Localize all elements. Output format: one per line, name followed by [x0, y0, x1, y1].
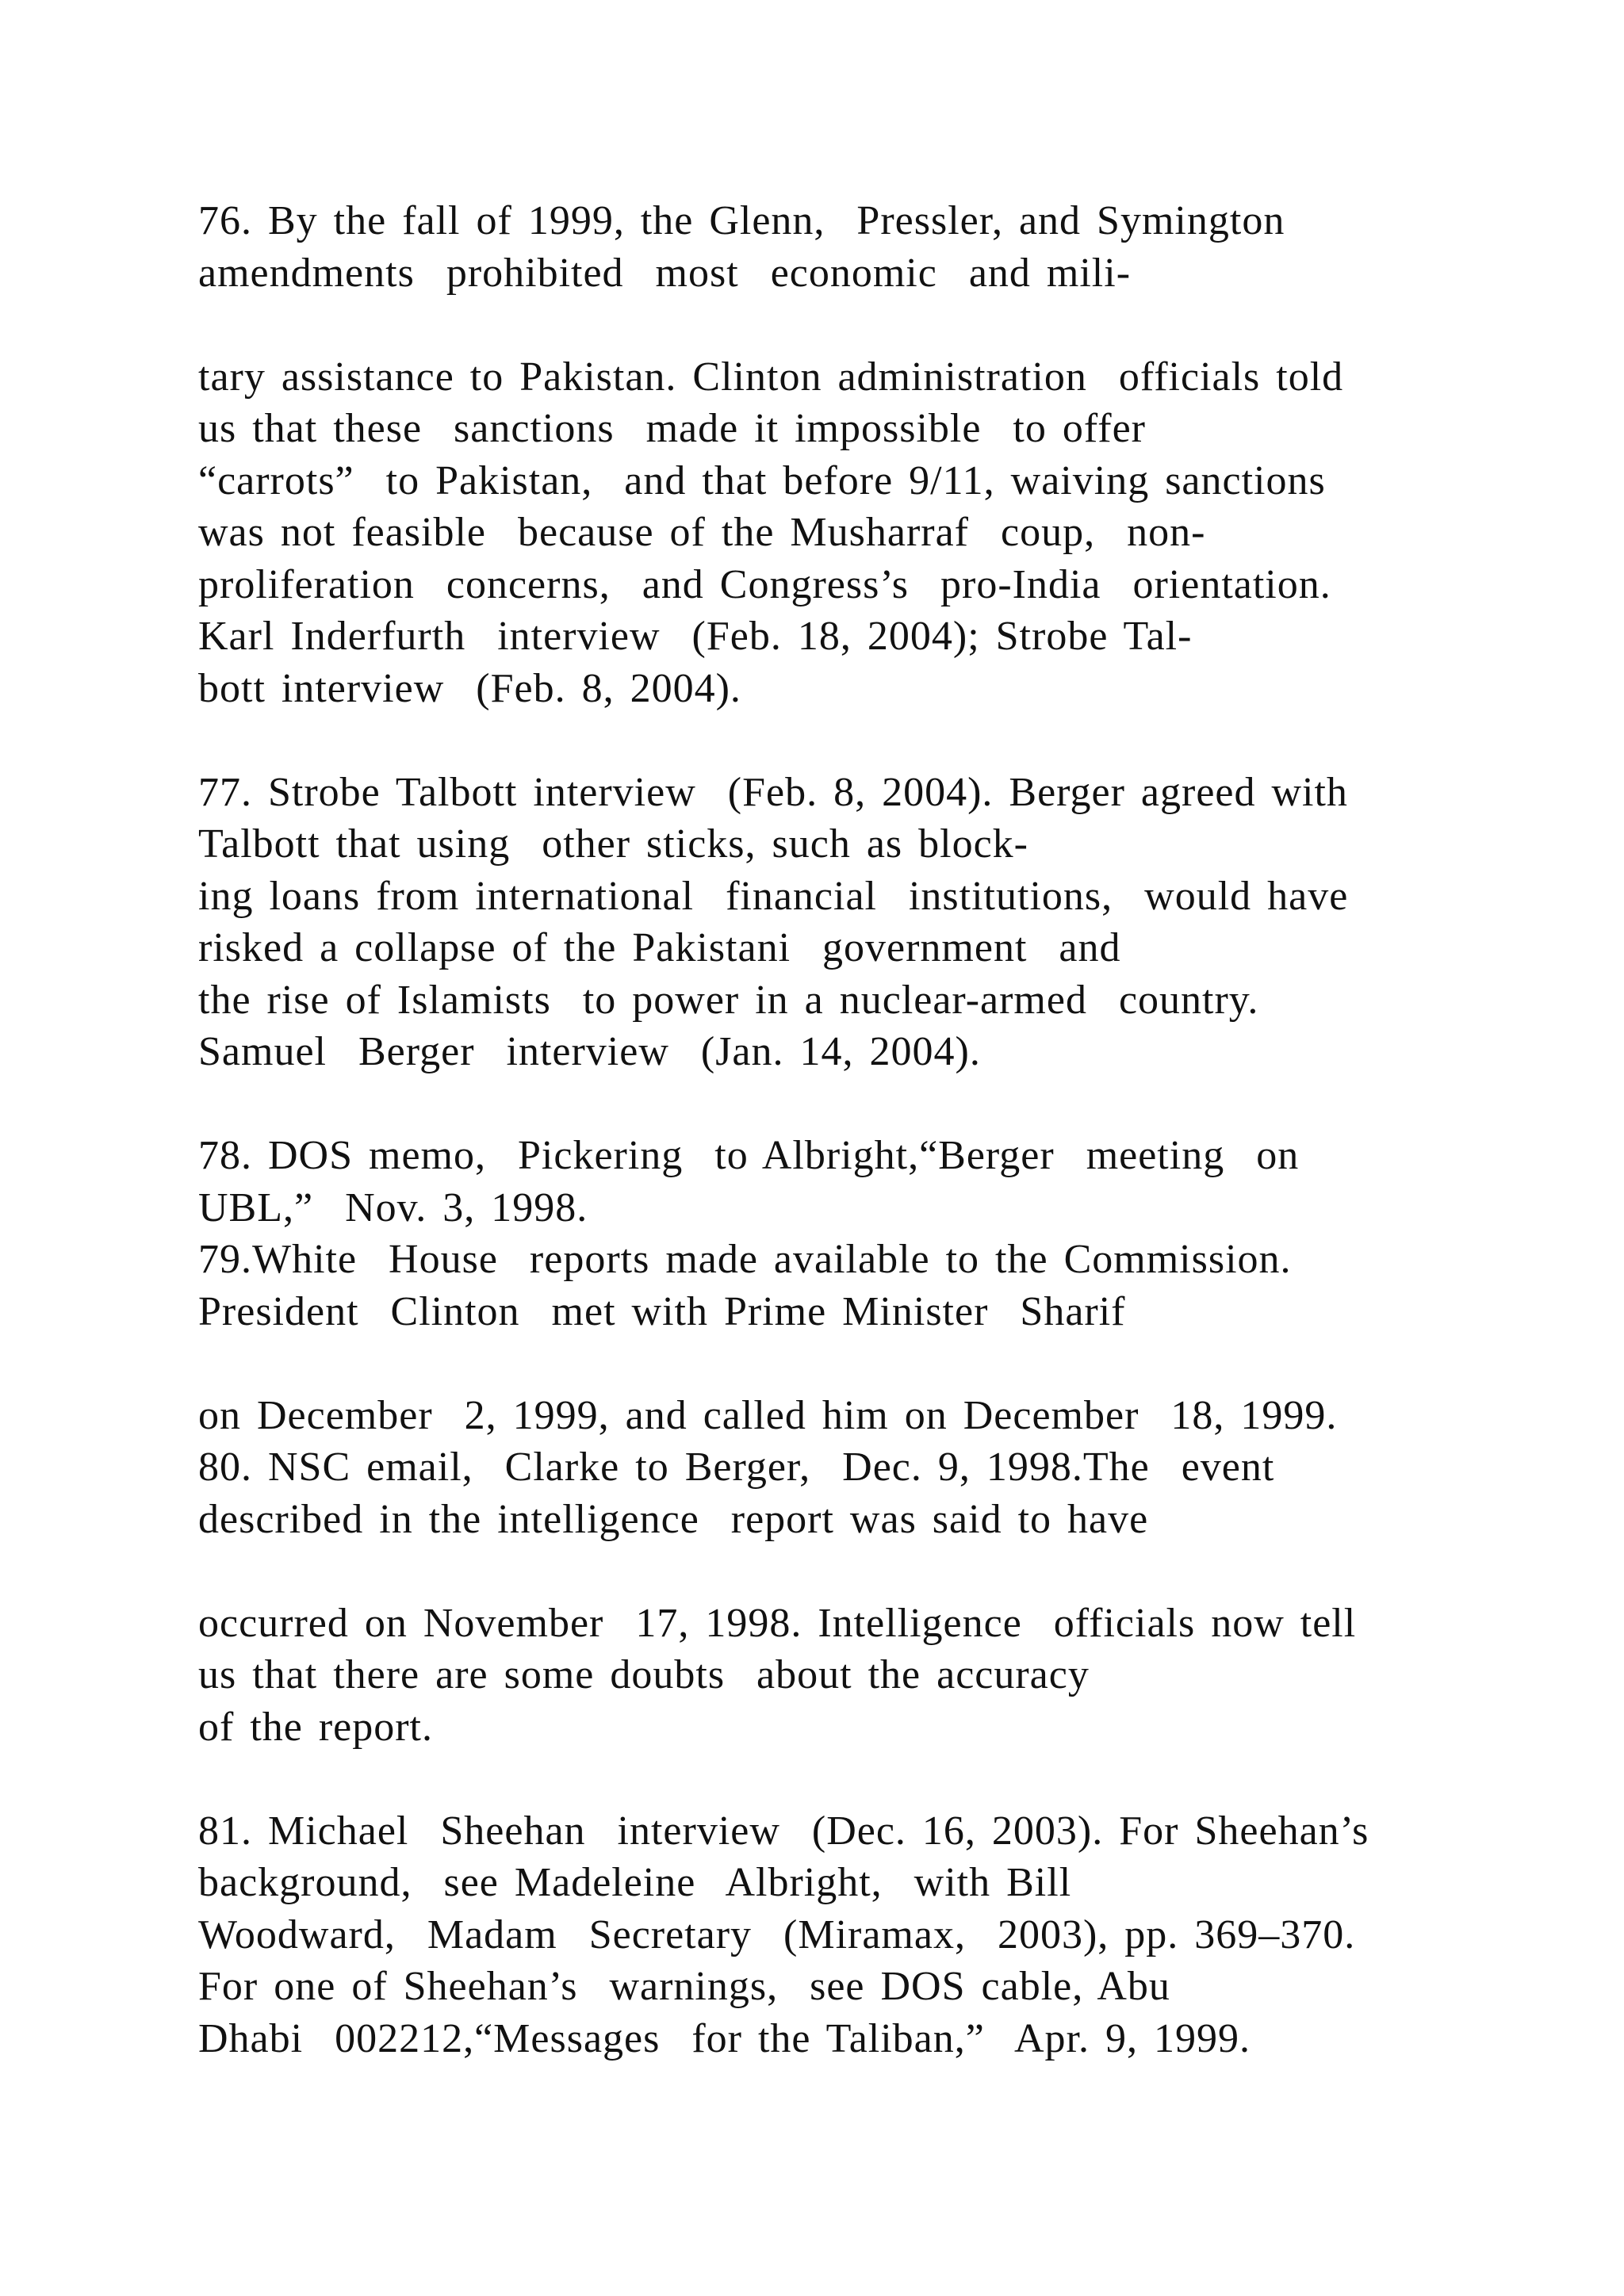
text-line: risked a collapse of the Pakistani government and [198, 925, 1121, 970]
text-line: was not feasible because of the Musharraf coup, non- [198, 510, 1206, 555]
text-line: UBL,” Nov. 3, 1998. [198, 1184, 588, 1230]
paragraph-gap [198, 1337, 1594, 1390]
text-line: Dhabi 002212,“Messages for the Taliban,” Apr. 9, 1999. [198, 2015, 1251, 2061]
text-line: us that these sanctions made it impossible to offer [198, 406, 1146, 451]
text-line: Talbott that using other sticks, such as block- [198, 821, 1028, 867]
text-line: described in the intelligence report was said to have [198, 1496, 1149, 1542]
text-line: 76. By the fall of 1999, the Glenn, Pressler, and Symington [198, 198, 1285, 243]
text-line: proliferation concerns, and Congress’s pro-India orientation. [198, 561, 1331, 607]
text-line: the rise of Islamists to power in a nuclear-armed country. [198, 977, 1259, 1023]
text-line: of the report. [198, 1704, 434, 1750]
text-line: bott interview (Feb. 8, 2004). [198, 665, 741, 711]
text-line: ing loans from international financial institutions, would have [198, 873, 1349, 919]
text-line: For one of Sheehan’s warnings, see DOS cable, Abu [198, 1964, 1170, 2009]
text-line: “carrots” to Pakistan, and that before 9/11, waiving sanctions [198, 457, 1326, 503]
text-line: 77. Strobe Talbott interview (Feb. 8, 2004). Berger agreed with [198, 769, 1348, 815]
text-line: President Clinton met with Prime Minister Sharif [198, 1288, 1126, 1334]
text-line: on December 2, 1999, and called him on December 18, 1999. [198, 1392, 1338, 1438]
paragraph-gap [198, 299, 1594, 351]
text-line: Karl Inderfurth interview (Feb. 18, 2004); Strobe Tal- [198, 614, 1193, 659]
text-line: Woodward, Madam Secretary (Miramax, 2003), pp. 369–370. [198, 1911, 1356, 1957]
text-line: us that there are some doubts about the accuracy [198, 1652, 1090, 1697]
paragraph-gap [198, 1753, 1594, 1805]
text-line: Samuel Berger interview (Jan. 14, 2004). [198, 1029, 981, 1074]
text-line: 79.White House reports made available to the Commission. [198, 1237, 1292, 1282]
text-line: tary assistance to Pakistan. Clinton administration officials told [198, 354, 1344, 400]
text-line: 78. DOS memo, Pickering to Albright,“Berger meeting on [198, 1133, 1300, 1178]
text-line: 81. Michael Sheehan interview (Dec. 16, 2003). For Sheehan’s [198, 1808, 1369, 1854]
paragraph-gap [198, 1545, 1594, 1598]
text-line: 80. NSC email, Clarke to Berger, Dec. 9, 1998.The event [198, 1445, 1275, 1490]
footnotes-text-block [198, 195, 1594, 2064]
text-line: background, see Madeleine Albright, with Bill [198, 1860, 1072, 1905]
text-line: amendments prohibited most economic and mili- [198, 250, 1132, 296]
text-line: occurred on November 17, 1998. Intelligence officials now tell [198, 1600, 1357, 1646]
paragraph-gap [198, 1078, 1594, 1131]
paragraph-gap [198, 714, 1594, 767]
